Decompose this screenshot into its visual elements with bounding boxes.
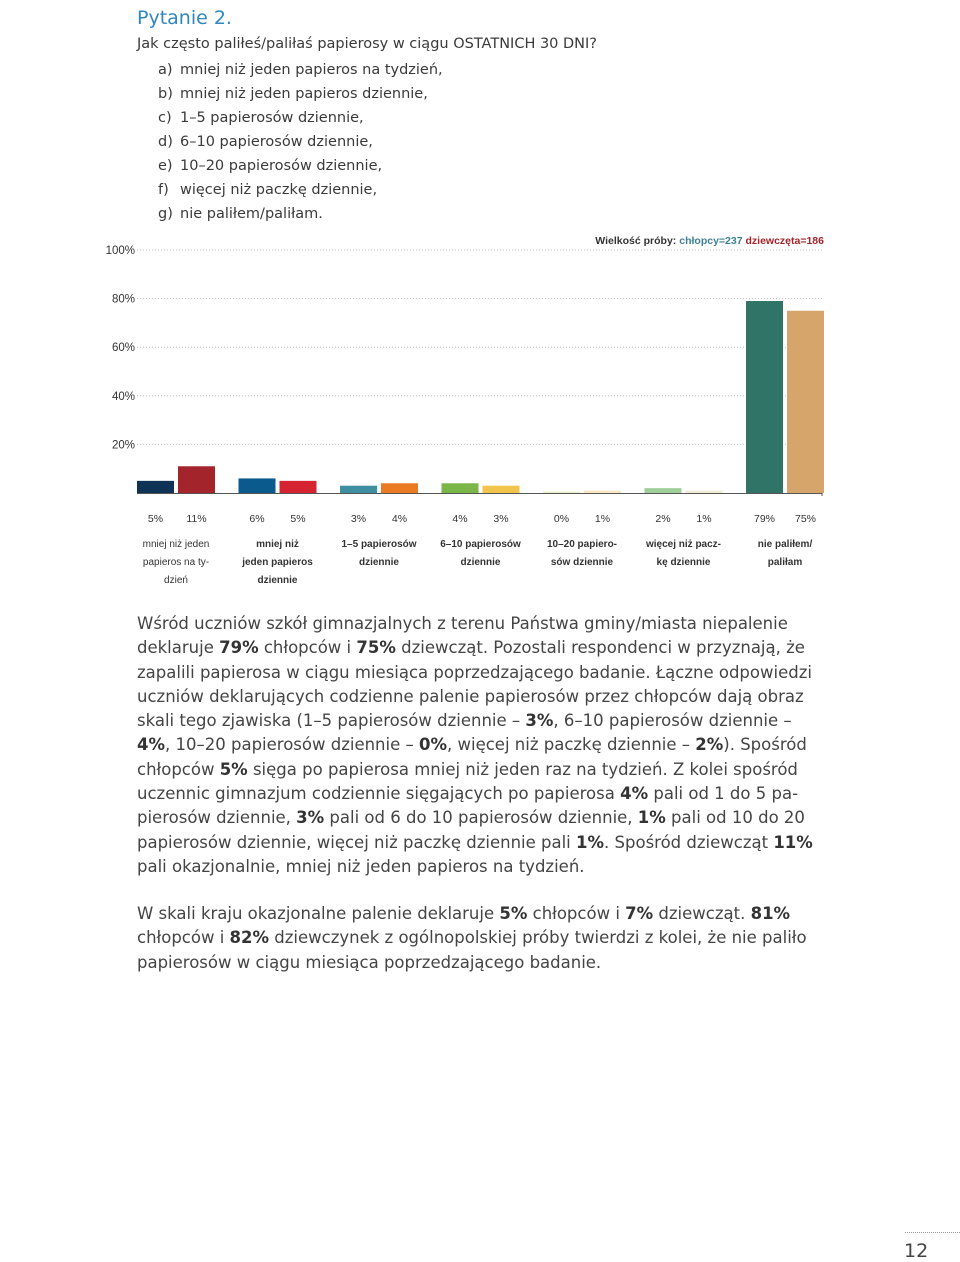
category-label: sów dziennie (550, 557, 614, 568)
chart-axes (106, 245, 822, 496)
bar-chart (0, 0, 960, 600)
highlighted-value: 1% (576, 832, 605, 852)
value-label: 6% (249, 513, 265, 525)
value-label: 11% (186, 513, 207, 525)
value-label: 3% (350, 513, 367, 525)
paragraph-text: , więcej niż paczkę dziennie – (447, 735, 696, 755)
paragraph-line (137, 782, 827, 806)
category-label: dziennie (460, 557, 501, 568)
paragraph-text: uczniów deklarujących codzienne palenie papierosów przez chłopców dają obraz (137, 686, 804, 706)
option-letter: c) (158, 110, 172, 126)
sample-boys-count: chłopcy=237 (679, 235, 743, 247)
paragraph-text: ). Spośród (723, 735, 807, 755)
bar-girls-3 (381, 483, 418, 493)
category-label: więcej niż pacz- (645, 539, 722, 550)
highlighted-value: 4% (620, 784, 649, 804)
paragraph-text: papierosów dziennie, więcej niż paczkę dziennie pali (137, 832, 577, 852)
y-tick-label: 60% (111, 342, 135, 355)
category-label: jeden papieros (242, 557, 313, 568)
bar-boys-1 (137, 481, 174, 493)
paragraph-text: , 6–10 papierosów dziennie – (553, 711, 792, 731)
paragraph-line (137, 902, 827, 926)
paragraph-text: pali od 1 do 5 pa- (648, 784, 799, 804)
paragraph-text: chłopców i (137, 928, 230, 948)
value-label: 4% (452, 513, 468, 525)
option-letter: d) (158, 134, 173, 150)
option-text: 1–5 papierosów dziennie, (180, 110, 364, 126)
option-letter: a) (158, 62, 173, 78)
category-label: mniej niż (256, 539, 299, 550)
highlighted-value: 2% (695, 735, 724, 755)
paragraph-text: zapalili papierosa w ciągu miesiąca poprzedzającego badanie. Łączne odpowiedzi (137, 662, 812, 682)
highlighted-value: 5% (499, 904, 528, 923)
option-text: 10–20 papierosów dziennie, (180, 158, 383, 174)
highlighted-value: 81% (750, 904, 791, 923)
value-label: 3% (493, 513, 509, 525)
category-label: kę dziennie (656, 557, 711, 568)
highlighted-value: 3% (296, 808, 325, 828)
question-title: Pytanie 2. (137, 7, 232, 29)
option-text: nie paliłem/paliłam. (180, 206, 323, 222)
y-tick-label: 80% (111, 293, 135, 306)
bar-boys-4 (442, 483, 479, 493)
bar-girls-1 (178, 466, 215, 493)
paragraph-text: chłopców i (258, 638, 357, 658)
chart-labels (143, 513, 816, 586)
paragraph-text: pierosów dziennie, (137, 808, 297, 828)
paragraph-text: chłopców i (527, 904, 626, 923)
bar-boys-5 (543, 492, 580, 494)
paragraph-text: pali od 6 do 10 papierosów dziennie, (324, 808, 638, 828)
value-label: 0% (553, 513, 570, 525)
footer-divider (905, 1232, 960, 1233)
paragraph-line (137, 685, 827, 709)
highlighted-value: 7% (625, 904, 654, 923)
option-text: mniej niż jeden papieros na tydzień, (180, 62, 443, 78)
category-label: 6–10 papierosów (440, 539, 521, 550)
category-label: 10–20 papiero- (546, 539, 618, 550)
y-tick-label: 100% (105, 245, 135, 257)
bar-girls-5 (584, 491, 621, 493)
sample-size-note (595, 235, 824, 247)
category-label: mniej niż jeden (142, 539, 210, 550)
paragraph-line (137, 661, 827, 685)
paragraph-text: sięga po papierosa mniej niż jeden raz na tydzień. Z kolei spośród (247, 759, 798, 779)
paragraph-text: dziewcząt. Pozostali respondenci w przyznają, że (395, 638, 805, 658)
option-letter: e) (158, 158, 173, 174)
bar-boys-7 (746, 301, 783, 493)
paragraph-text: , 10–20 papierosów dziennie – (165, 735, 419, 755)
paragraph-text: dziewczynek z ogólnopolskiej próby twierdzi z kolei, że nie paliło (269, 928, 807, 948)
value-label: 5% (290, 513, 306, 525)
y-tick-label: 20% (111, 439, 135, 452)
paragraph-text: dziewcząt. (653, 904, 751, 923)
highlighted-value: 4% (137, 735, 166, 755)
paragraph-text: . Spośród dziewcząt (604, 832, 774, 852)
paragraph-line (137, 709, 827, 733)
highlighted-value: 1% (637, 808, 666, 828)
highlighted-value: 82% (229, 928, 270, 948)
y-tick-label: 40% (111, 390, 135, 403)
paragraph-line (137, 831, 827, 855)
option-text: więcej niż paczkę dziennie, (180, 182, 378, 198)
paragraph-line (137, 636, 827, 660)
paragraph-text: uczennic gimnazjum codziennie sięgających po papierosa (137, 784, 621, 804)
bar-girls-6 (686, 491, 723, 493)
bar-boys-3 (340, 486, 377, 493)
option-text: mniej niż jeden papieros dziennie, (180, 86, 428, 102)
bar-girls-2 (280, 481, 317, 493)
category-label: papieros na ty- (142, 557, 210, 568)
bar-girls-7 (787, 311, 824, 493)
paragraph-text: skali tego zjawiska (1–5 papierosów dziennie – (137, 711, 526, 731)
category-label: dziennie (358, 557, 400, 568)
sample-girls-count: dziewczęta=186 (745, 235, 824, 247)
value-label: 4% (391, 513, 408, 525)
value-label: 75% (794, 513, 817, 525)
option-letter: b) (158, 86, 173, 102)
category-label: dzień (164, 575, 188, 586)
category-label: dziennie (257, 575, 298, 586)
paragraph-line (137, 806, 827, 830)
paragraph-line (137, 612, 827, 636)
chart-bars (137, 301, 824, 493)
bar-girls-4 (483, 486, 520, 493)
paragraph-line (137, 733, 827, 757)
option-text: 6–10 papierosów dziennie, (180, 134, 373, 150)
paragraph-text: papierosów w ciągu miesiąca poprzedzającego badanie. (137, 952, 602, 972)
value-label: 1% (696, 513, 712, 525)
value-label: 79% (753, 513, 776, 525)
category-label: paliłam (767, 557, 803, 568)
question-text: Jak często paliłeś/paliłaś papierosy w ciągu OSTATNICH 30 DNI? (137, 36, 597, 52)
paragraph-text: chłopców (137, 759, 220, 779)
paragraph-line (137, 758, 827, 782)
value-label: 1% (594, 513, 611, 525)
option-letter: f) (158, 182, 169, 198)
sample-label: Wielkość próby: (595, 235, 677, 247)
value-label: 5% (147, 513, 164, 525)
paragraph-text: pali okazjonalnie, mniej niż jeden papieros na tydzień. (137, 856, 585, 876)
option-letter: g) (158, 206, 173, 222)
bar-boys-6 (645, 488, 682, 493)
paragraph-text: Wśród uczniów szkół gimnazjalnych z terenu Państwa gminy/miasta niepalenie (137, 614, 788, 633)
category-label: 1–5 papierosów (341, 539, 417, 550)
highlighted-value: 3% (525, 711, 554, 731)
summary-paragraph (137, 612, 827, 879)
highlighted-value: 79% (219, 638, 259, 658)
page-number: 12 (904, 1240, 929, 1262)
value-label: 2% (655, 513, 671, 525)
paragraph-text: deklaruje (137, 638, 220, 658)
category-label: nie paliłem/ (757, 539, 813, 550)
highlighted-value: 0% (419, 735, 448, 755)
national-comparison-paragraph (137, 902, 827, 975)
paragraph-text: pali od 10 do 20 (665, 808, 805, 828)
paragraph-text: W skali kraju okazjonalne palenie deklaruje (137, 904, 500, 923)
paragraph-line (137, 951, 827, 975)
highlighted-value: 5% (219, 759, 248, 779)
highlighted-value: 11% (773, 832, 813, 852)
bar-boys-2 (239, 478, 276, 493)
paragraph-line (137, 926, 827, 950)
paragraph-line (137, 855, 827, 879)
highlighted-value: 75% (356, 638, 396, 658)
